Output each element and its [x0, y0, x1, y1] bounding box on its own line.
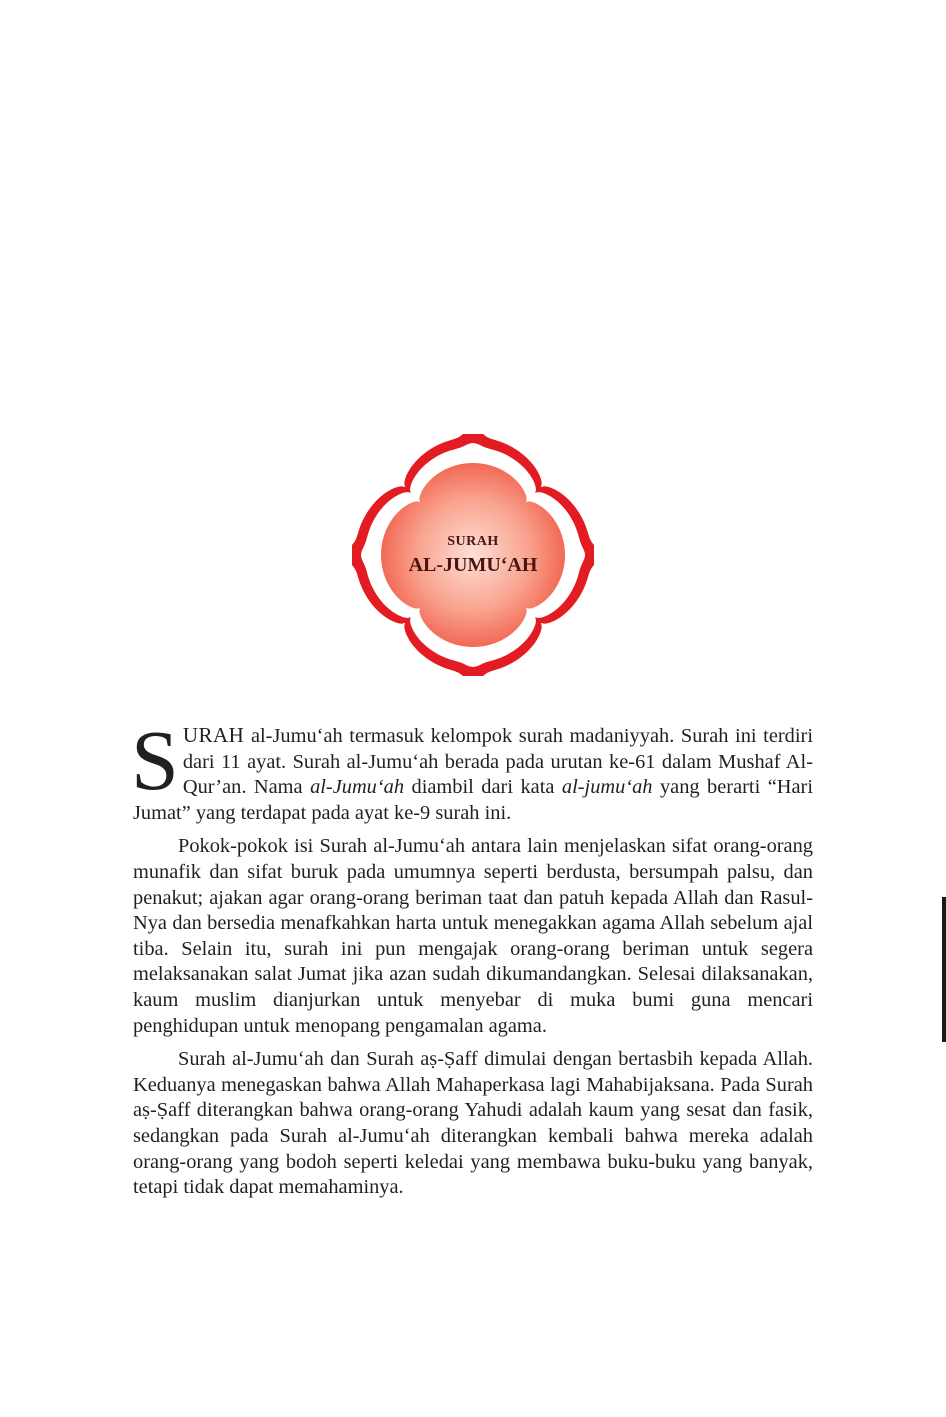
emblem-label-surah: SURAH	[447, 533, 499, 549]
drop-cap: S	[131, 712, 179, 808]
intro-text-c: yang berarti “Hari Jumat” yang terdapat pada ayat ke-9 surah ini.	[133, 776, 814, 824]
emblem-title: AL-JUMU‘AH	[408, 553, 538, 576]
page-edge-marker	[942, 897, 946, 1042]
lead-in: URAH	[182, 723, 245, 747]
article-body	[131, 712, 814, 1201]
intro-italic-b: al-jumu‘ah	[561, 776, 653, 799]
paragraph-three: Surah al-Jumu‘ah dan Surah aṣ-Ṣaff dimulai dengan bertasbih kepada Allah. Keduanya menegaskan bahwa Allah Mahaperkasa lagi Mahabijaksana. Pada Surah aṣ-Ṣaff diterangkan bahwa orang-orang Yahudi adalah kaum yang sesat dan fasik, sedangkan pada Surah al-Jumu‘ah diterangkan kembali bahwa mereka adalah orang-orang yang bodoh seperti keledai yang membawa buku-buku yang banyak, tetapi tidak dapat memahaminya.	[133, 1048, 813, 1199]
paragraph-two: Pokok-pokok isi Surah al-Jumu‘ah antara lain menjelaskan sifat orang-orang munafik dan sifat buruk pada umumnya seperti berdusta, bersumpah palsu, dan penakut; ajakan agar orang-orang beriman taat dan patuh kepada Allah dan Rasul-Nya dan bersedia menafkahkan harta untuk menegakkan agama Allah sebelum ajal tiba. Selain itu, surah ini pun mengajak orang-orang beriman untuk segera melaksanakan salat Jumat jika azan sudah dikumandangkan. Selesai dilaksanakan, kaum muslim dianjurkan untuk menyebar di muka bumi guna mencari penghidupan untuk menopang pengamalan agama.	[133, 835, 813, 1037]
intro-paragraph	[131, 712, 814, 826]
intro-italic-a: al-Jumu‘ah	[310, 776, 405, 799]
intro-text-a: al-Jumu‘ah termasuk kelompok surah madaniyyah. Surah ini terdiri dari 11 ayat. Surah al-Jumu‘ah berada pada urutan ke-61 dalam Mushaf Al-Qur’an. Nama	[182, 725, 813, 799]
surah-title-emblem	[352, 434, 594, 676]
intro-text-b: diambil dari kata	[404, 776, 562, 799]
